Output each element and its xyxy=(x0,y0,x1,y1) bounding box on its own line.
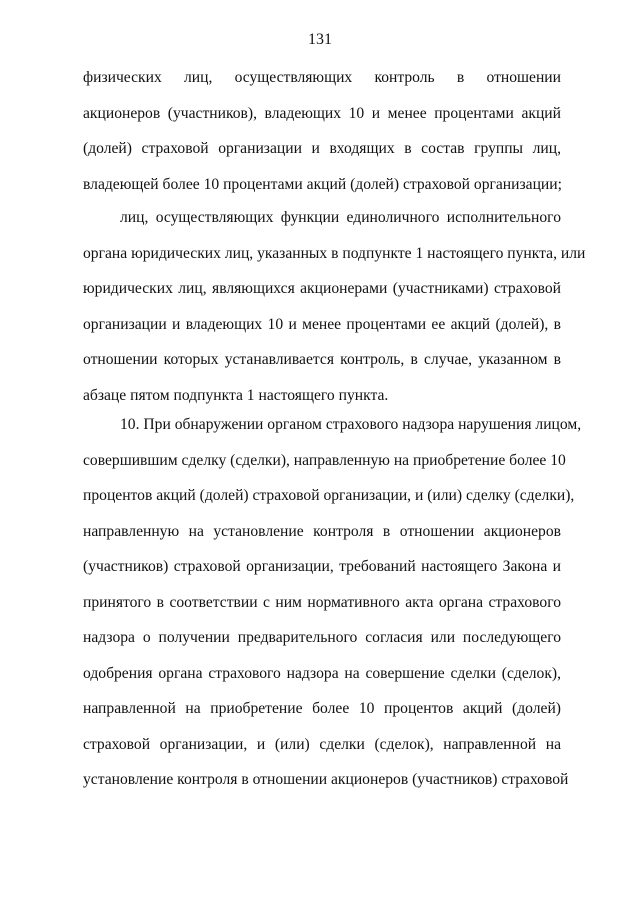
paragraph-line: абзаце пятом подпункта 1 настоящего пункта. xyxy=(83,386,389,404)
paragraph-line: (участников) страховой организации, требований настоящего Закона и xyxy=(83,558,561,575)
paragraph-line: лиц, осуществляющих функции единоличного исполнительного xyxy=(120,209,561,226)
paragraph-line: страховой организации, и (или) сделки (сделок), направленной на xyxy=(83,735,561,753)
paragraph-line: владеющей более 10 процентами акций (долей) страховой организации; xyxy=(83,175,562,193)
paragraph-line: процентов акций (долей) страховой организации, и (или) сделку (сделки), xyxy=(83,487,575,504)
paragraph-line: органа юридических лиц, указанных в подпункте 1 настоящего пункта, или xyxy=(83,244,586,262)
paragraph-line: юридических лиц, являющихся акционерами (участниками) страховой xyxy=(83,280,561,297)
paragraph-line: направленной на приобретение более 10 процентов акций (долей) xyxy=(83,700,561,717)
page-number: 131 xyxy=(308,31,332,48)
paragraph-line: одобрения органа страхового надзора на совершение сделки (сделок), xyxy=(83,664,561,682)
paragraph-line: надзора о получении предварительного согласия или последующего xyxy=(83,629,561,646)
paragraph-line: совершившим сделку (сделки), направленную на приобретение более 10 xyxy=(83,451,566,469)
paragraph-3 xyxy=(83,415,582,806)
paragraph-line: отношении которых устанавливается контроль, в случае, указанном в xyxy=(83,351,561,368)
paragraph-line: принятого в соответствии с ним нормативного акта органа страхового xyxy=(83,593,561,611)
paragraph-line: установление контроля в отношении акционеров (участников) страховой xyxy=(83,771,569,788)
paragraph-line: физических лиц, осуществляющих контроль в отношении xyxy=(83,69,561,86)
paragraph-1 xyxy=(83,68,561,210)
paragraph-line: направленную на установление контроля в отношении акционеров xyxy=(83,522,561,540)
paragraph-line: акционеров (участников), владеющих 10 и менее процентами акций xyxy=(83,104,561,122)
paragraph-line: 10. При обнаружении органом страхового надзора нарушения лицом, xyxy=(120,416,582,433)
paragraph-line: организации и владеющих 10 и менее процентами ее акций (долей), в xyxy=(83,315,561,333)
paragraph-2 xyxy=(83,208,586,421)
paragraph-line: (долей) страховой организации и входящих в состав группы лиц, xyxy=(83,140,561,157)
